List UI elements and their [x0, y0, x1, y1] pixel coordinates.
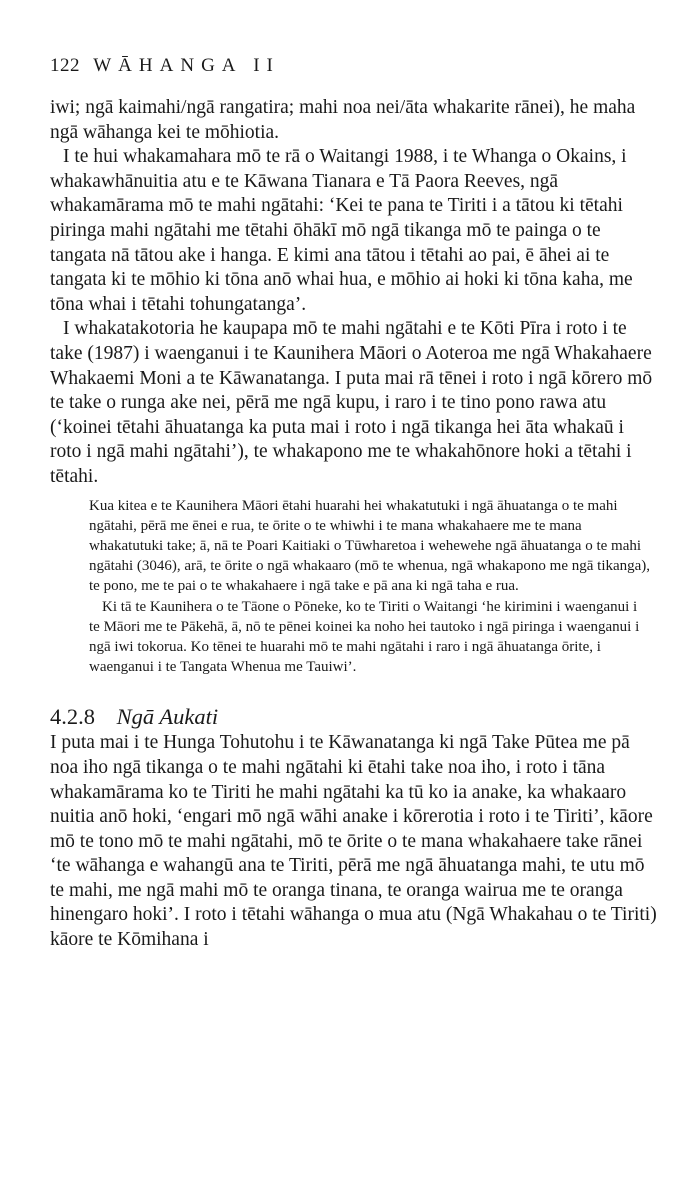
- paragraph-court-of-appeal: I whakatakotoria he kaupapa mō te mahi ngātahi e te Kōti Pīra i roto i te take (1987) i waenganui i te Kaunihera Māori o Aoteroa me ngā Whakahaere Whakaemi Moni a te Kāwanatanga. I puta mai rā tēnei i roto i ngā kōrero mō te take o runga ake nei, pērā me ngā kupu, i raro i te tino pono rawa atu (‘koinei tētahi āhuatanga ka puta mai i roto i ngā tikanga hei āta whakaū i roto i ngā mahi ngātahi’), te whakapono me te whakahōnore hoki a tētahi i tētahi.: [50, 318, 653, 487]
- paragraph-waitangi-day: I te hui whakamahara mō te rā o Waitangi 1988, i te Whanga o Okains, i whakawhānuitia atu e te Kāwana Tianara e Tā Paora Reeves, ngā whakamārama mō te mahi ngātahi: ‘Kei te pana te Tiriti i a tātou ki tētahi piringa mahi ngātahi me tētahi ōhākī mō ngā tikanga mō te painga o te tangata nā tātou ake i hanga. E kimi ana tātou i tētahi ao pai, ē āhei ai te tangata ki te mōhio ki tōna anō whai hua, e mōhio ai hoki ki tōna kaha, me tōna whai i tētahi tohungatanga’.: [50, 146, 633, 315]
- running-header: [50, 54, 660, 78]
- quote-wellington-council: Ki tā te Kaunihera o te Tāone o Pōneke, ko te Tiriti o Waitangi ‘he kirimini i waenganui i te Māori me te Pākehā, ā, nō te pēnei koinei ka noho hei tautoko i ngā piringa i waenganui i ngā iwi tokorua. Ko tēnei te huarahi mō te mahi ngātahi i raro i ngā āhuatanga ōrite, i waenganui i te Tangata Whenua me Tauiwi’.: [89, 598, 640, 676]
- section-paragraph: I puta mai i te Hunga Tohutohu i te Kāwanatanga ki ngā Take Pūtea me pā noa iho ngā tikanga o te mahi ngātahi ki ētahi take noa iho, i roto i tāna whakamārama ko te Tiriti he mahi ngātahi ka tū ko ia anake, ka whakaaro nuitia anō hoki, ‘engari mō ngā wāhi anake i kōrerotia i roto i te Tiriti’, kāore mō te tono mō te mahi ngātahi, mō te ōrite o te mana whakahaere take rānei ‘te wāhanga e wahangū ana te Tiriti, pērā me ngā āhuatanga mahi, te utu mō te mahi, me ngā mahi mō te oranga tinana, te oranga wairua me te oranga hinengaro hoki’. I roto i tētahi wāhanga o mua atu (Ngā Whakahau o te Tiriti) kāore te Kōmihana i: [50, 732, 657, 951]
- book-page: [50, 54, 660, 953]
- page-number: 122: [50, 55, 80, 76]
- section-title: Ngā Aukati: [116, 704, 219, 730]
- quote-maori-council: Kua kitea e te Kaunihera Māori ētahi huarahi hei whakatutuki i ngā āhuatanga o te mahi ngātahi, pērā me ēnei e rua, te ōrite o te whiwhi i te mana whakahaere me te mana whakatutuki take; ā, nā te Poari Kaitiaki o Tūwharetoa i wehewehe ngā āhuatanga o te mahi ngātahi (3046), arā, te ōrite o ngā whakaaro (mō te whenua, ngā whakapono me ngā tikanga), te pono, me te pai o te whakahaere i ngā take e pā ana ki ngā taha e rua.: [89, 497, 651, 595]
- section-body: [50, 731, 660, 952]
- section-heading: [50, 703, 660, 731]
- paragraph-continuation: iwi; ngā kaimahi/ngā rangatira; mahi noa nei/āta whakarite rānei), he maha ngā wāhanga kei te mōhiotia.: [50, 97, 636, 143]
- block-quote: [89, 496, 651, 678]
- chapter-label: WĀHANGA II: [93, 55, 280, 76]
- body-text: [50, 96, 660, 490]
- section-number: 4.2.8: [50, 704, 95, 730]
